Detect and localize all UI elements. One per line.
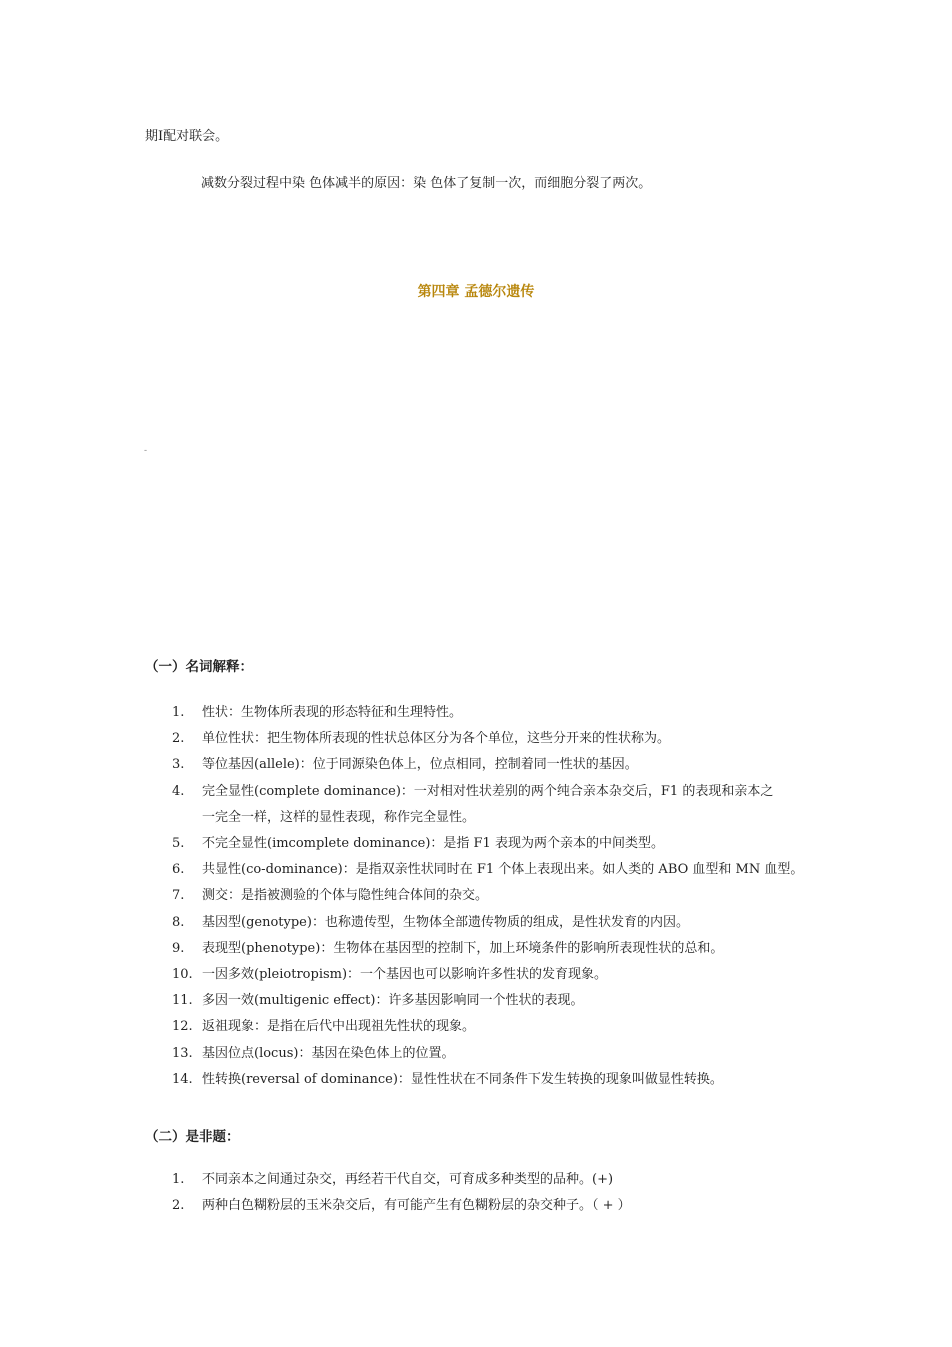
list-item bbox=[172, 726, 803, 752]
item-number: 1. bbox=[172, 705, 185, 720]
item-number: 13. bbox=[172, 1045, 193, 1061]
item-number: 10. bbox=[172, 967, 193, 983]
item-text: 两种白色糊粉层的玉米杂交后，有可能产生有色糊粉层的杂交种子。（ + ） bbox=[202, 1198, 631, 1214]
item-number: 9. bbox=[172, 940, 185, 956]
list-item bbox=[172, 1067, 803, 1093]
item-text: 基因型(genotype)：也称遗传型，生物体全部遗传物质的组成，是性状发育的内因。 bbox=[202, 914, 689, 930]
item-text: 测交：是指被测验的个体与隐性纯合体间的杂交。 bbox=[202, 888, 489, 904]
item-number: 2. bbox=[172, 731, 185, 747]
list-item bbox=[172, 1167, 631, 1193]
item-text: 等位基因(allele)：位于同源染色体上，位点相同，控制着同一性状的基因。 bbox=[202, 757, 638, 773]
item-number: 7. bbox=[172, 888, 185, 904]
list-item bbox=[172, 752, 803, 778]
item-number: 8. bbox=[172, 914, 185, 930]
item-text: 一因多效(pleiotropism)：一个基因也可以影响许多性状的发育现象。 bbox=[202, 967, 608, 983]
item-text-continuation: 一完全一样，这样的显性表现，称作完全显性。 bbox=[202, 809, 476, 825]
item-number: 6. bbox=[172, 862, 185, 878]
item-number: 3. bbox=[172, 757, 185, 773]
item-text: 表现型(phenotype)：生物体在基因型的控制下，加上环境条件的影响所表现性状的总和。 bbox=[202, 940, 724, 956]
item-text: 基因位点(locus)：基因在染色体上的位置。 bbox=[202, 1045, 455, 1061]
item-number: 4. bbox=[172, 783, 185, 799]
list-item bbox=[172, 831, 803, 857]
item-text: 返祖现象：是指在后代中出现祖先性状的现象。 bbox=[202, 1019, 476, 1035]
list-item bbox=[172, 1193, 631, 1219]
reduction-reason-text: 减数分裂过程中染 色体减半的原因：染 色体了复制一次，而细胞分裂了两次。 bbox=[201, 176, 652, 191]
item-text: 性转换(reversal of dominance)：显性性状在不同条件下发生转换的现象叫做显性转换。 bbox=[202, 1071, 723, 1087]
list-item bbox=[172, 883, 803, 909]
list-item bbox=[172, 700, 803, 726]
definitions-list bbox=[172, 700, 803, 1093]
list-item bbox=[172, 1014, 803, 1040]
item-number: 12. bbox=[172, 1019, 193, 1035]
list-item bbox=[172, 857, 803, 883]
item-text: 不完全显性(imcomplete dominance)：是指 F1 表现为两个亲本的中间类型。 bbox=[202, 836, 664, 852]
item-text: 完全显性(complete dominance)：一对相对性状差别的两个纯合亲本杂交后，F1 的表现和亲本之 bbox=[202, 783, 774, 799]
section-heading-definitions: （一）名词解释： bbox=[145, 659, 253, 675]
list-item bbox=[172, 962, 803, 988]
item-number: 5. bbox=[172, 836, 185, 852]
list-item bbox=[172, 1041, 803, 1067]
chapter-title: 第四章 孟德尔遗传 bbox=[417, 284, 535, 300]
stray-mark: - bbox=[144, 446, 148, 456]
item-number: 14. bbox=[172, 1071, 193, 1087]
item-text: 共显性(co-dominance)：是指双亲性状同时在 F1 个体上表现出来。如人类的 ABO 血型和 MN 血型。 bbox=[202, 862, 804, 878]
true-false-list bbox=[172, 1167, 631, 1219]
item-number: 1. bbox=[172, 1172, 185, 1187]
item-text: 单位性状：把生物体所表现的性状总体区分为各个单位，这些分开来的性状称为。 bbox=[202, 731, 671, 747]
list-item bbox=[172, 988, 803, 1014]
item-text: 多因一效(multigenic effect)：许多基因影响同一个性状的表现。 bbox=[202, 993, 584, 1009]
section-heading-true-false: （二）是非题： bbox=[145, 1129, 240, 1145]
list-item bbox=[172, 936, 803, 962]
item-text: 不同亲本之间通过杂交，再经若干代自交，可育成多种类型的品种。(+) bbox=[202, 1172, 614, 1187]
paragraph-fragment: 期Ⅰ配对联会。 bbox=[145, 129, 229, 144]
list-item bbox=[172, 779, 803, 831]
item-text: 性状：生物体所表现的形态特征和生理特性。 bbox=[202, 705, 463, 720]
list-item bbox=[172, 910, 803, 936]
item-number: 2. bbox=[172, 1198, 185, 1214]
item-number: 11. bbox=[172, 993, 193, 1009]
